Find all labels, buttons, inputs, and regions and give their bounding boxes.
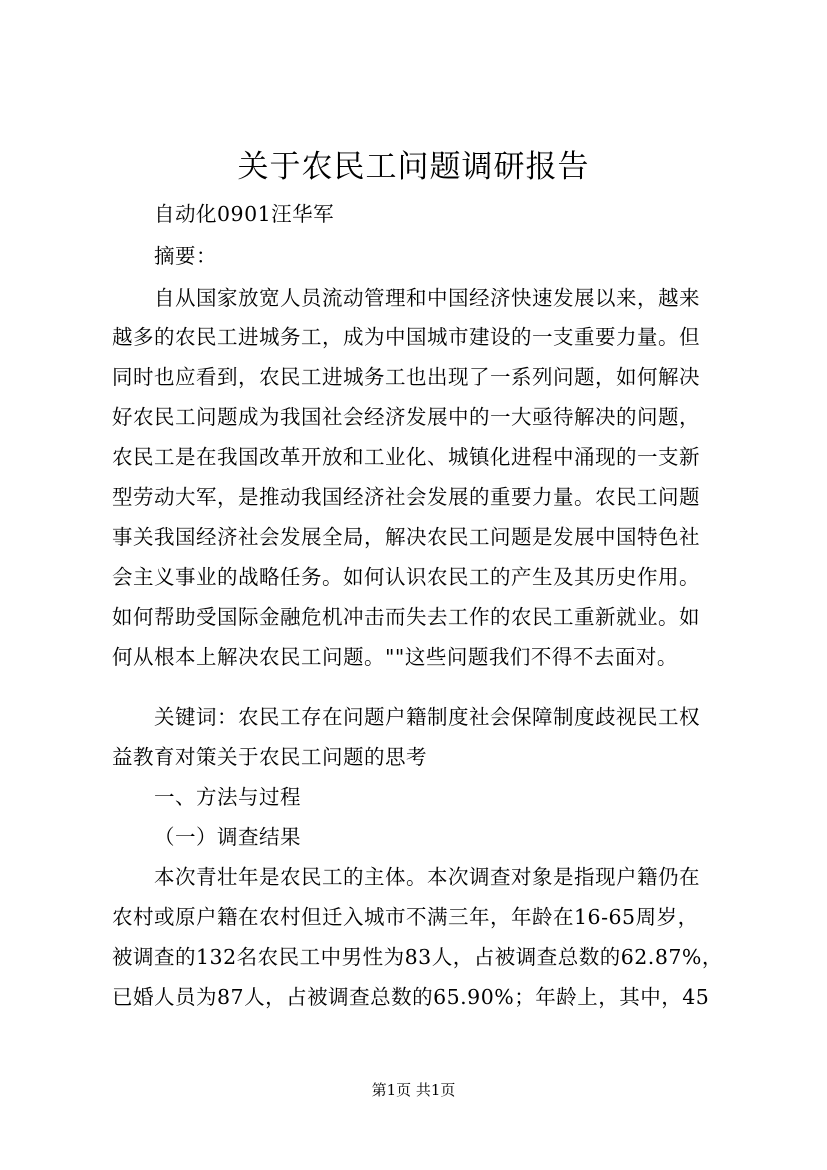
keywords-line: 益教育对策关于农民工问题的思考: [112, 745, 427, 769]
keywords-line: 关键词：农民工存在问题户籍制度社会保障制度歧视民工权: [154, 705, 700, 729]
body-line: 本次青壮年是农民工的主体。本次调查对象是指现户籍仍在: [154, 865, 700, 889]
abstract-line: 型劳动大军，是推动我国经济社会发展的重要力量。农民工问题: [112, 485, 700, 509]
abstract-line: 会主义事业的战略任务。如何认识农民工的产生及其历史作用。: [112, 565, 700, 589]
abstract-line: 何从根本上解决农民工问题。""这些问题我们不得不去面对。: [112, 645, 678, 669]
subsection-heading: （一）调查结果: [154, 825, 301, 849]
abstract-line: 如何帮助受国际金融危机冲击而失去工作的农民工重新就业。如: [112, 605, 700, 629]
section-heading: 一、方法与过程: [154, 785, 301, 809]
document-title: 关于农民工问题调研报告: [237, 149, 590, 185]
abstract-line: 自从国家放宽人员流动管理和中国经济快速发展以来，越来: [154, 286, 700, 310]
abstract-line: 好农民工问题成为我国社会经济发展中的一大亟待解决的问题，: [112, 405, 700, 429]
body-line: 被调查的132名农民工中男性为83人，占被调查总数的62.87%，: [112, 945, 723, 969]
body-line: 已婚人员为87人，占被调查总数的65.90%；年龄上，其中，45: [112, 985, 710, 1009]
abstract-line: 同时也应看到，农民工进城务工也出现了一系列问题，如何解决: [112, 365, 700, 389]
author-line: 自动化0901汪华军: [154, 202, 335, 226]
abstract-heading: 摘要：: [154, 244, 217, 268]
abstract-line: 农民工是在我国改革开放和工业化、城镇化进程中涌现的一支新: [112, 445, 700, 469]
page-number-footer: 第1页 共1页: [371, 1081, 456, 1099]
body-line: 农村或原户籍在农村但迁入城市不满三年，年龄在16-65周岁，: [112, 905, 699, 929]
abstract-line: 越多的农民工进城务工，成为中国城市建设的一支重要力量。但: [112, 325, 700, 349]
abstract-line: 事关我国经济社会发展全局，解决农民工问题是发展中国特色社: [112, 525, 700, 549]
